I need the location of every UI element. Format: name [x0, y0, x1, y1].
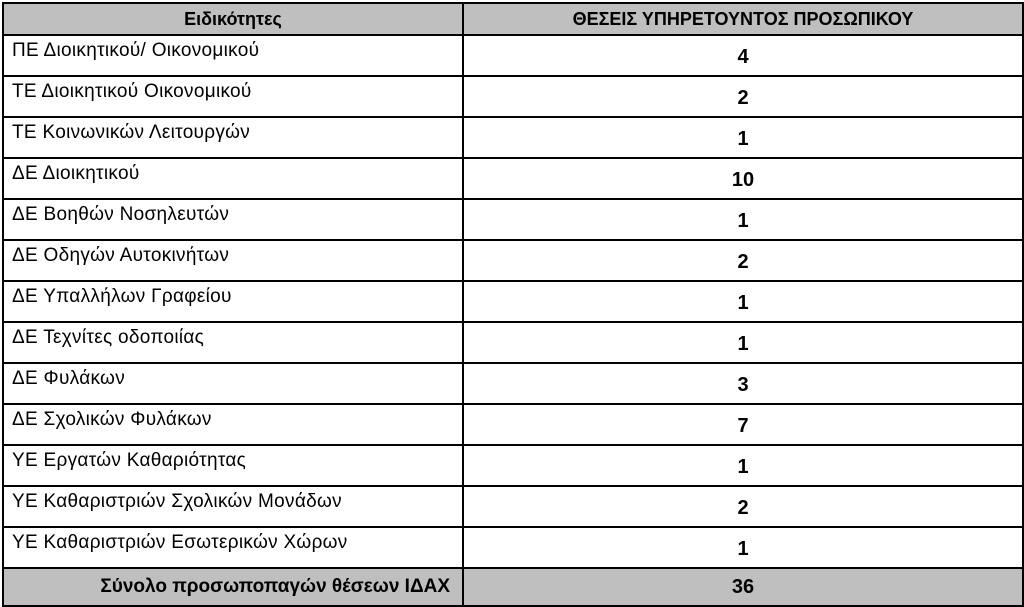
table-row — [3, 322, 1023, 363]
positions-cell: 1 — [463, 322, 1023, 363]
total-label: Σύνολο προσωποπαγών θέσεων ΙΔΑΧ — [3, 568, 463, 606]
table-row — [3, 527, 1023, 568]
specialty-cell: ΥΕ Καθαριστριών Σχολικών Μονάδων — [3, 486, 463, 527]
staff-positions-table — [2, 2, 1024, 607]
header-specialty: Ειδικότητες — [3, 3, 463, 35]
specialty-cell: ΥΕ Καθαριστριών Εσωτερικών Χώρων — [3, 527, 463, 568]
specialty-cell: ΔΕ Σχολικών Φυλάκων — [3, 404, 463, 445]
table-row — [3, 404, 1023, 445]
positions-cell: 2 — [463, 240, 1023, 281]
positions-cell: 7 — [463, 404, 1023, 445]
table-row — [3, 76, 1023, 117]
table-header-row — [3, 3, 1023, 35]
positions-cell: 4 — [463, 35, 1023, 76]
positions-cell: 1 — [463, 281, 1023, 322]
positions-cell: 2 — [463, 76, 1023, 117]
specialty-cell: ΔΕ Βοηθών Νοσηλευτών — [3, 199, 463, 240]
staff-positions-table-container — [2, 2, 1022, 596]
table-row — [3, 486, 1023, 527]
header-positions: ΘΕΣΕΙΣ ΥΠΗΡΕΤΟΥΝΤΟΣ ΠΡΟΣΩΠΙΚΟΥ — [463, 3, 1023, 35]
positions-cell: 1 — [463, 445, 1023, 486]
positions-cell: 1 — [463, 527, 1023, 568]
specialty-cell: ΤΕ Διοικητικού Οικονομικού — [3, 76, 463, 117]
specialty-cell: ΠΕ Διοικητικού/ Οικονομικού — [3, 35, 463, 76]
table-row — [3, 363, 1023, 404]
positions-cell: 1 — [463, 117, 1023, 158]
positions-cell: 3 — [463, 363, 1023, 404]
specialty-cell: ΔΕ Οδηγών Αυτοκινήτων — [3, 240, 463, 281]
positions-cell: 10 — [463, 158, 1023, 199]
table-row — [3, 35, 1023, 76]
positions-cell: 1 — [463, 199, 1023, 240]
specialty-cell: ΥΕ Εργατών Καθαριότητας — [3, 445, 463, 486]
specialty-cell: ΔΕ Υπαλλήλων Γραφείου — [3, 281, 463, 322]
table-row — [3, 445, 1023, 486]
table-row — [3, 281, 1023, 322]
table-row — [3, 158, 1023, 199]
table-row — [3, 199, 1023, 240]
specialty-cell: ΔΕ Διοικητικού — [3, 158, 463, 199]
specialty-cell: ΔΕ Τεχνίτες οδοποιίας — [3, 322, 463, 363]
specialty-cell: ΔΕ Φυλάκων — [3, 363, 463, 404]
table-row — [3, 117, 1023, 158]
specialty-cell: ΤΕ Κοινωνικών Λειτουργών — [3, 117, 463, 158]
positions-cell: 2 — [463, 486, 1023, 527]
total-value: 36 — [463, 568, 1023, 606]
table-total-row — [3, 568, 1023, 606]
table-row — [3, 240, 1023, 281]
